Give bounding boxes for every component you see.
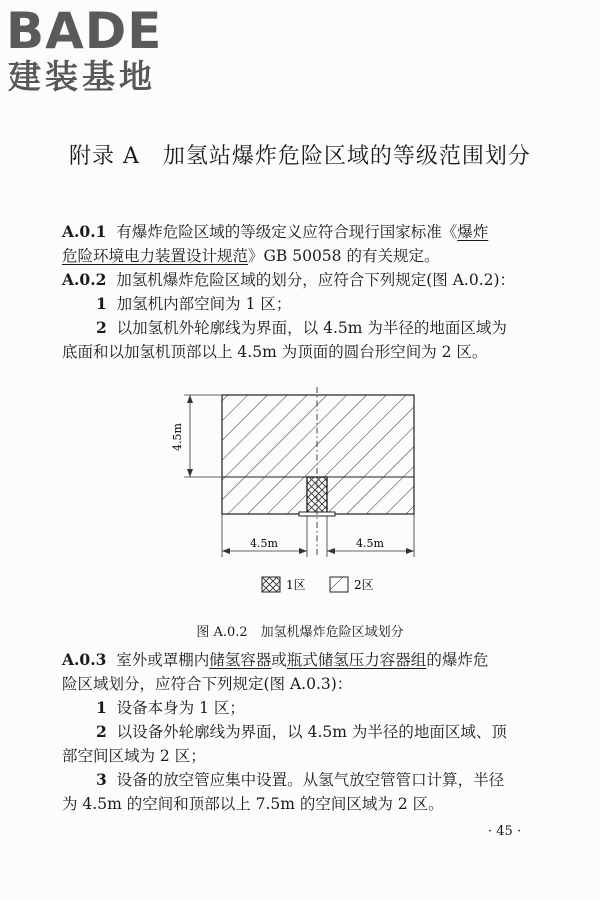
clause-text: 》GB 50058 的有关规定。 [248, 247, 440, 265]
legend-zone2-label: 2区 [354, 578, 374, 592]
clause-a01 [62, 220, 542, 244]
item-number: 3 [96, 770, 107, 789]
item-number: 2 [96, 722, 107, 741]
standard-link-cont[interactable]: 危险环境电力装置设计规范 [62, 247, 249, 265]
a03-item-1 [96, 696, 542, 720]
dim-right-label: 4.5m [356, 537, 384, 550]
clause-text: 或 [271, 651, 287, 669]
standard-link[interactable]: 爆炸 [457, 223, 489, 241]
page-number: · 45 · [488, 824, 522, 839]
legend-zone1-swatch [262, 577, 280, 592]
clause-a03-cont: 险区域划分，应符合下列规定(图 A.0.3)： [62, 675, 353, 693]
item-text: 以加氢机外轮廓线为界面，以 4.5m 为半径的地面区域为 [116, 319, 507, 337]
a02-item-1 [96, 292, 542, 316]
clause-text: 有爆炸危险区域的等级定义应符合现行国家标准《 [116, 223, 458, 241]
item-number: 1 [96, 698, 107, 717]
clause-a03 [62, 648, 542, 672]
a02-item-2-cont: 底面和以加氢机顶部以上 4.5m 为顶面的圆台形空间为 2 区。 [62, 343, 488, 361]
item-text: 加氢机内部空间为 1 区； [116, 295, 292, 313]
legend-zone2-swatch [330, 577, 348, 592]
a03-item-2-cont: 部空间区域为 2 区； [62, 747, 206, 765]
term-link-storage-vessel[interactable]: 储氢容器 [209, 651, 272, 669]
clause-number: A.0.2 [62, 270, 107, 289]
zone-diagram [0, 385, 600, 615]
legend-zone1-label: 1区 [286, 578, 306, 592]
item-number: 1 [96, 294, 107, 313]
a03-item-2 [96, 720, 542, 744]
clause-text: 加氢机爆炸危险区域的划分，应符合下列规定(图 A.0.2)： [116, 271, 516, 289]
appendix-title: 附录 A 加氢站爆炸危险区域的等级范围划分 [69, 144, 531, 169]
a03-item-3-cont: 为 4.5m 的空间和顶部以上 7.5m 的空间区域为 2 区。 [62, 795, 444, 813]
dim-left-label: 4.5m [250, 537, 278, 550]
clause-a01-cont [62, 244, 542, 268]
publisher-logo-word: BADE [6, 2, 163, 60]
clause-text: 的爆炸危 [426, 651, 489, 669]
a03-item-3 [96, 768, 542, 792]
clause-text: 室外或罩棚内 [116, 651, 210, 669]
clause-number: A.0.3 [62, 650, 107, 669]
clause-a02 [62, 268, 542, 292]
item-text: 以设备外轮廓线为界面，以 4.5m 为半径的地面区域、顶 [116, 723, 507, 741]
item-number: 2 [96, 318, 107, 337]
figure-caption: 图 A.0.2 加氢机爆炸危险区域划分 [196, 625, 404, 640]
a02-item-2 [96, 316, 542, 340]
publisher-logo-subtitle: 建装基地 [8, 57, 156, 96]
dim-vertical-label: 4.5m [171, 423, 184, 451]
item-text: 设备本身为 1 区； [116, 699, 245, 717]
term-link-cylinder-group[interactable]: 瓶式储氢压力容器组 [286, 651, 427, 669]
clause-number: A.0.1 [62, 222, 107, 241]
item-text: 设备的放空管应集中设置。从氢气放空管管口计算，半径 [116, 771, 505, 789]
